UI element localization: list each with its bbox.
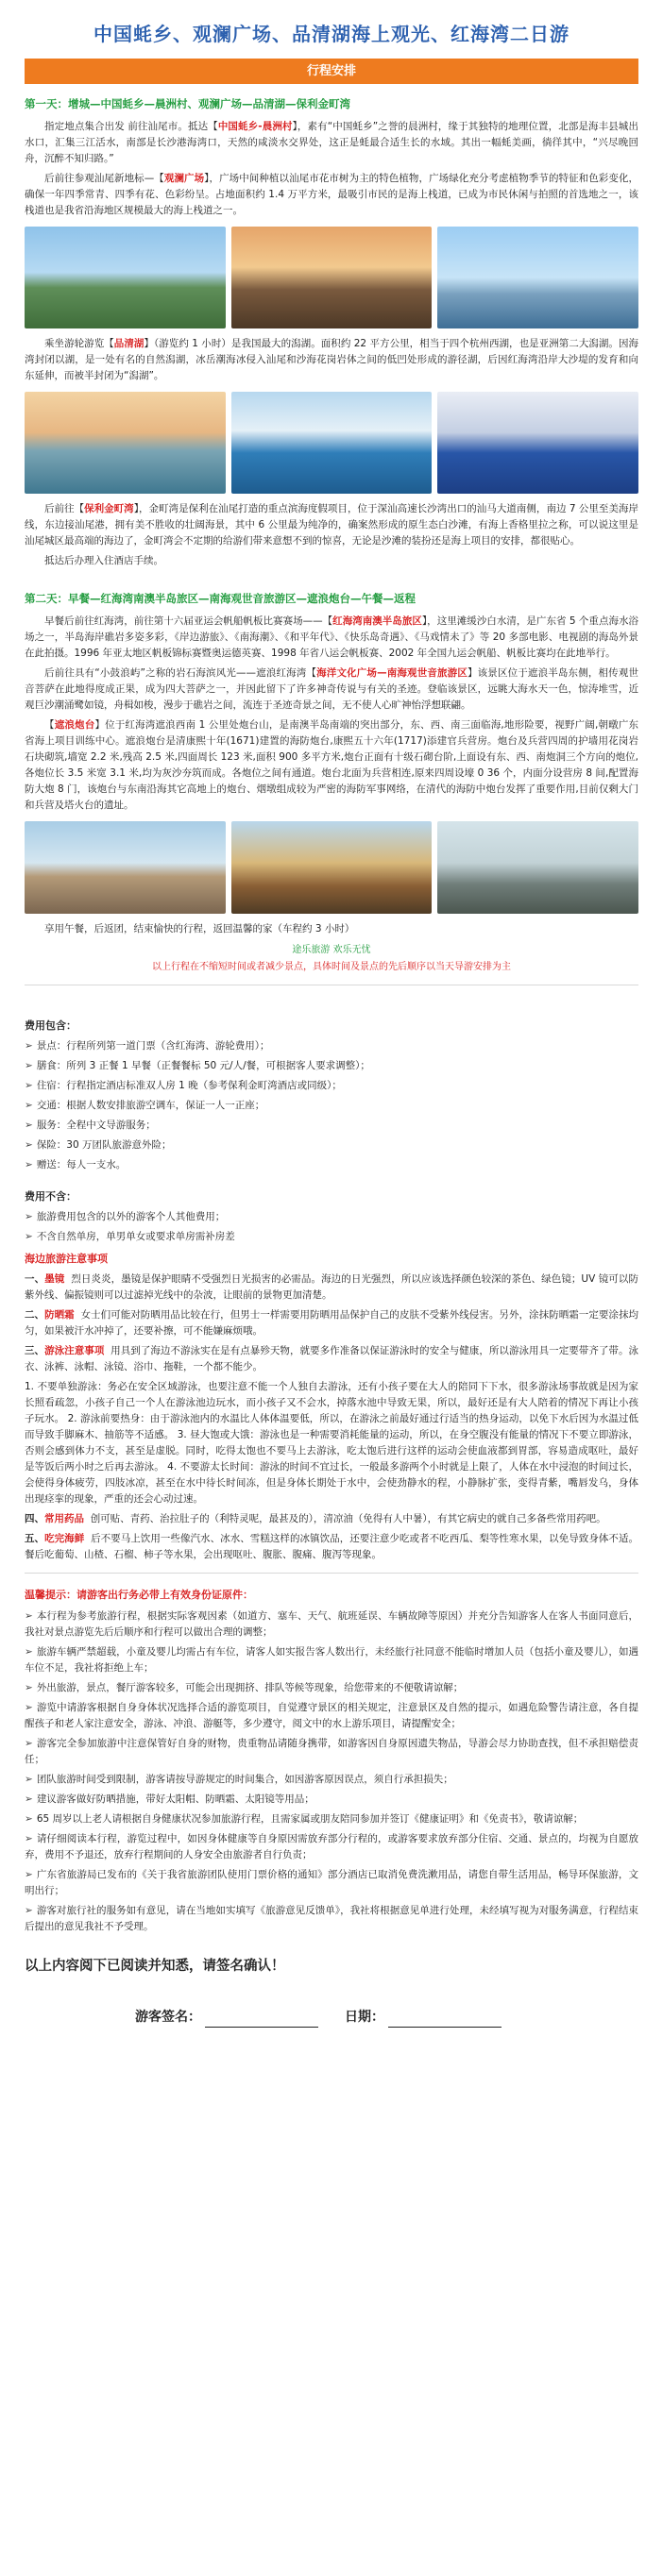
- day1-paragraph-4: 后前往【保利金町湾】，金町湾是保利在汕尾打造的重点滨海度假项目，位于深汕高速长沙湾出口的汕马大道南侧，南边 7 公里至美海岸线，东边接汕尾港，拥有美不胜收的壮阔海景，其中 6 公里最为纯净的，确案然形成的原生态白沙滩，有海上香格里拉之称，可以说这里是汕尾城区最高端的海边了，金町湾会不定期的给游们带来意想不到的惊喜，无论是沙滩的装扮还是海上项目的安排，都很贴心。: [25, 503, 639, 547]
- footer-note: 以上行程在不缩短时间或者减少景点，具体时间及景点的先后顺序以当天导游安排为主: [25, 960, 638, 985]
- day2-paragraph-3: 【遮浪炮台】位于红海湾遮浪西南 1 公里处炮台山，是南澳半岛南端的突出部分，东、西、南三面临海,地形险要，视野广阔,朝暾广东省海上项目训练中心。遮浪炮台是清康熙十年(1671)建置的海防炮台,康熙五十六年(1717)添建官兵营房。炮台及兵营四周的护墙用花岗岩石块砌筑,墙宽 2.2 米,残高 2.5 米,四面周长 123 米,面积 900 多平方米,炮台正面有十级石砌台阶,上面设有东、西、南炮洞三个方向的炮位,各炮位长 3.5 米宽 3.1 米,均为灰沙夯筑而成。各炮位之间有通道。炮台北面为兵营相连,原来四周设壕 0 36 个，内面分设营房 8 间,配置海防大炮 8 门，该炮台与东南沿海其它高地上的炮台、烟墩组成较为严密的海防军事网络，在清代的海防中炮台发挥了重要作用,目前仅剩大门和兵营及塔火台的遗址。: [25, 718, 639, 811]
- signature-row: [25, 2007, 638, 2029]
- list-item: ➢ 65 周岁以上老人请根据自身健康状况参加旅游行程，且需家属或朋友陪同参加并签订《健康证明》和《免责书》，敬请谅解；: [25, 1813, 584, 1826]
- photo-coastline: [25, 227, 226, 328]
- day2-paragraph-4: 享用午餐，后返团，结束愉快的行程，返回温馨的家（车程约 3 小时）: [44, 922, 355, 934]
- highlight-zhelang-fort: 遮浪炮台: [54, 718, 95, 731]
- note-item-medicine: 四、常用药品 创可贴、青药、治拉肚子的（利特灵呢，最甚及的），清凉油（免得有人中暑），有其它病史的就自己多备些常用药吧。: [25, 1512, 606, 1524]
- day2-title: 第二天：早餐—红海湾南澳半岛旅区—南海观世音旅游区—遮浪炮台—午餐—返程: [25, 592, 416, 606]
- day2-paragraph-1: 早餐后前往红海湾，前往第十六届亚运会帆船帆板比赛赛场——【红海湾南澳半岛旅区】，这里滩缓沙白水清，是广东省 5 个重点海水浴场之一，半岛海岸礁岩多姿多彩，《岸边游旅》、《南海潮》、《和平年代》、《快乐岛奇遇》、《马戏情未了》等 20 多部电影、电视剧的海岛外景在此拍摄。1996 年亚太地区帆板锦标赛暨奥运德英赛、1998 年省八运会帆板赛、2002 年全国九运会帆船、帆板比赛均在此地举行。: [25, 615, 639, 659]
- note-item-sunscreen: 二、防晒霜 女士们可能对防晒用品比较在行，但男士一样需要用防晒用品保护自己的皮肤不受紫外线侵害。另外，涂抹防晒霜一定要涂抹均匀，如果被汗水冲掉了，还要补擦，可不能嫌麻烦哦。: [25, 1308, 639, 1337]
- list-item: ➢ 请仔细阅读本行程，游览过程中，如因身体健康等自身原因需放弃部分行程的，或游客要求放弃部分住宿、交通、景点的，均视为自愿放弃，费用不予退还，放弃行程期间的人身安全由旅游者自行负责；: [25, 1833, 638, 1861]
- note-item-swimming: 三、游泳注意事项 用具到了海边不游泳实在是有点暴殄天物，就要多作准备以保证游泳时的安全与健康，所以游泳用具一定要带齐了带。泳衣、泳裤、泳帽、泳镜、浴巾、拖鞋，一个都不能少。: [25, 1344, 639, 1372]
- list-item: ➢ 广东省旅游局已发布的《关于我省旅游团队使用门票价格的通知》部分酒店已取消免费洗漱用品，请您自带生活用品，畅导环保旅游，文明出行；: [25, 1869, 638, 1897]
- list-item: ➢ 赠送：每人一支水。: [25, 1158, 127, 1170]
- list-item: ➢ 住宿：行程指定酒店标准双人房 1 晚（参考保利金町湾酒店或同级）；: [25, 1079, 342, 1091]
- fee-included-title: 费用包含：: [25, 1019, 76, 1033]
- list-item: ➢ 景点：行程所列第一道门票（含红海湾、游轮费用）；: [25, 1039, 270, 1052]
- fee-excluded-list: [25, 1209, 638, 1245]
- note-item-swim-rules: 1. 不要单独游泳：务必在安全区域游泳，也要注意不能一个人独自去游泳，还有小孩子要在大人的陪同下下水，很多游泳场事故就是因为家长照看疏忽，小孩子自己一个人在游泳池边玩水，而小孩子又不会水，掉落水池中导致无果，所以，最好还是有大人陪着的情况下再让小孩子玩水。 2. 游泳前要热身：由于游泳池内的水温比人体体温要低，所以，在游泳之前最好通过行适当的热身运动，以免下水后因为水温过低而导致手脚麻木、抽筋等不适感。 3. 昼大饱或大饿：游泳也是一种需要消耗能量的运动，所以，在身空腹没有能量的情况下不要立即游泳，否则会感到体力不支，甚至是虚脱。同时，吃得太饱也不要马上去游泳，吃太饱后进行这样的运动会使血液都到胃部，容易造成呕吐，最好是等饭后两小时之后再去游泳。 4. 不要游太长时间：游泳的时间不宜过长，一般最多游两个小时就是上限了，人体在水中浸泡的时间过长，会使得身体疲劳，四肢冰凉，甚至在水中待长时间冻，但是身体长期处于水中，会使劲静水的程，小静脉扩张，变得青紫，嘴唇发乌，身体出现痉挛的现象，严重的还会心动过速。: [25, 1380, 638, 1505]
- date-label: 日期：: [345, 2009, 384, 2025]
- day1-paragraph-2: 后前往参观汕尾新地标—【观澜广场】，广场中间种植以汕尾市花市树为主的特色植物，广场绿化充分考虑植物季节的特征和色彩变化，确保一年四季常青、四季有花、色彩纷呈。占地面积约 1.4 万平方米，最吸引市民的是海上栈道，已成为市民休闲与拍照的首选地之一，该栈道也是我省沿海地区规模最大的海上栈道之一。: [25, 173, 639, 217]
- highlight-jinting-bay: 保利金町湾: [84, 503, 134, 515]
- notes-title: 海边旅游注意事项: [25, 1252, 108, 1265]
- photo-city-bay: [437, 227, 638, 328]
- list-item: ➢ 本行程为参考旅游行程，根据实际客观因素（如道方、塞车、天气、航班延误、车辆故障等原因）并充分告知游客人在客人书面同意后，我社对景点游览先后后顺序和行程可以做出合理的调整；: [25, 1610, 638, 1639]
- day1-paragraph-3: 乘坐游轮游览【品清湖】（游览约 1 小时）是我国最大的潟湖。面积约 22 平方公里，相当于四个杭州西湖，也是亚洲第二大潟湖。因海湾封闭以湖，是一处有名的自然潟湖，冰岳潮海冰侵入汕尾和沙海花岗岩体之间的低凹处形成的游径湖，后因红海湾沿岸大沙堤的发育和向东延伸，而被半封闭为“潟湖”。: [25, 338, 639, 382]
- highlight-guanlan-square: 观澜广场: [163, 173, 205, 185]
- day2-photo-row: [25, 821, 638, 914]
- warm-tips-list: [25, 1608, 638, 1935]
- list-item: ➢ 保险：30 万团队旅游意外险；: [25, 1138, 172, 1151]
- day1-title: 第一天：增城—中国蚝乡—晨洲村、观澜广场—品清湖—保利金町湾: [25, 97, 350, 111]
- list-item: ➢ 不含自然单房，单男单女或要求单房需补房差: [25, 1230, 235, 1242]
- photo-ferry-cabin: [437, 392, 638, 494]
- list-item: ➢ 游客对旅行社的服务如有意见，请在当地如实填写《旅游意见反馈单》，我社将根据意见单进行处理，未经填写视为对服务满意，行程结束后提出的意见我社不予受理。: [25, 1905, 638, 1933]
- day1-photo-row-1: [25, 227, 638, 328]
- list-item: ➢ 交通：根据人数安排旅游空调车，保证一人一正座；: [25, 1099, 265, 1111]
- footer-slogan: 途乐旅游 欢乐无忧: [292, 944, 371, 955]
- day1-photo-row-2: [25, 392, 638, 494]
- list-item: ➢ 团队旅游时间受到限制，游客请按导游规定的时间集合，如因游客原因误点，须自行承担损失；: [25, 1774, 453, 1786]
- photo-boardwalk: [231, 227, 433, 328]
- note-item-sunglasses: 一、墨镜 烈日炎炎，墨镜是保护眼睛不受强烈日光损害的必需品。海边的日光强烈，所以应该选择颜色较深的茶色、绿色镜；UV 镜可以防紫外线、偏振镜则可以过滤掉光线中的杂波，让眼前的景物更加清楚。: [25, 1272, 638, 1301]
- day1-paragraph-1: 指定地点集合出发 前往汕尾市。抵达【中国蚝乡-晨洲村】，素有“中国蚝乡”之誉的晨洲村，缘于其独特的地理位置，北部是海丰县城出水口，汇集三江活水，南部是长沙港海湾口，天然的咸淡水交界处，这正是蚝最合适生长的水域。其出一幅蚝美画，徜徉其中，“兴尽晚回舟，沉醉不知归路。”: [25, 121, 638, 165]
- photo-guanyin-temple: [231, 821, 433, 914]
- photo-fort-monument: [437, 821, 638, 914]
- list-item: ➢ 旅游费用包含的以外的游客个人其他费用；: [25, 1210, 226, 1222]
- date-field[interactable]: [388, 2014, 502, 2028]
- highlight-guanyin-area: 海洋文化广场—南海观世音旅游区: [316, 666, 468, 679]
- list-item: ➢ 服务：全程中文导游服务；: [25, 1119, 156, 1131]
- divider: [25, 1573, 638, 1574]
- list-item: ➢ 旅游车辆严禁超载，小童及婴儿均需占有车位，请客人如实报告客人数出行，未经旅行社同意不能临时增加人员（包括小童及婴儿），如遇车位不足，我社将拒绝上车；: [25, 1646, 638, 1675]
- list-item: ➢ 游览中请游客根据自身身体状况选择合适的游览项目，自觉遵守景区的相关规定，注意景区及自然的提示，如遇危险警告请注意，各自提醒孩子和老人家注意安全，游泳、冲浪、游艇等，多少遵守，阅文中的水上游乐项目，请提醒安全；: [25, 1702, 638, 1730]
- warm-tips-title: 温馨提示：请游客出行务必带上有效身份证原件：: [25, 1588, 253, 1601]
- highlight-oyster-village: 中国蚝乡-晨洲村: [217, 121, 293, 133]
- highlight-pinqing-lake: 品清湖: [113, 338, 144, 350]
- day2-paragraph-2: 后前往具有“小鼓浪屿”之称的岩石海滨风光——遮浪红海湾【海洋文化广场—南海观世音旅游区】该景区位于遮浪半岛东侧，相传观世音菩萨在此地得度成正果，成为四大菩萨之一，并因此留下了许多神奇传说与有关的圣迹。登临该景区，远眺大海水天一色，惊涛堆雪，近观巨沙潮涌鹭如镜，舟楫如梭，漫步于礁岩之间，流连于圣迹奇景之间，无不使人心旷神怡浮想联翩。: [25, 666, 638, 711]
- note-item-seafood: 五、吃完海鲜 后不要马上饮用一些像汽水、冰水、雪糕这样的冰镇饮品，还要注意少吃或者不吃西瓜、梨等性寒水果，以免导致身体不适。餐后吃葡萄、山楂、石榴、柿子等水果，会出现呕吐、腹胀、腹痛、腹泻等现象。: [25, 1532, 639, 1560]
- photo-seaside-rocks: [25, 821, 226, 914]
- signature-label: 游客签名：: [135, 2009, 201, 2025]
- highlight-nanao-peninsula: 红海湾南澳半岛旅区: [332, 615, 422, 627]
- photo-ferry-boat: [231, 392, 433, 494]
- list-item: ➢ 膳食：所列 3 正餐 1 早餐（正餐餐标 50 元/人/餐，可根据客人要求调整）；: [25, 1059, 370, 1071]
- list-item: ➢ 建议游客做好防晒措施，带好太阳帽、防晒霜、太阳镜等用品；: [25, 1793, 314, 1806]
- list-item: ➢ 游客完全参加旅游中注意保管好自身的财物，贵重物品请随身携带，如游客因自身原因遗失物品，导游会尽力协助查找，但不承担赔偿责任；: [25, 1738, 638, 1766]
- confirmation-statement: 以上内容阅下已阅读并知悉，请签名确认！: [25, 1959, 285, 1975]
- day1-paragraph-5: 抵达后办理入住酒店手续。: [44, 555, 163, 567]
- signature-field[interactable]: [205, 2014, 318, 2028]
- list-item: ➢ 外出旅游，景点，餐厅游客较多，可能会出现拥挤、排队等候等现象，给您带来的不便敬请谅解；: [25, 1682, 464, 1694]
- page-title: 中国蚝乡、观澜广场、品清湖海上观光、红海湾二日游: [94, 23, 570, 45]
- photo-lake-sunset: [25, 392, 226, 494]
- fee-included-list: [25, 1038, 638, 1173]
- fee-excluded-title: 费用不含：: [25, 1189, 76, 1203]
- itinerary-banner: 行程安排: [25, 59, 638, 84]
